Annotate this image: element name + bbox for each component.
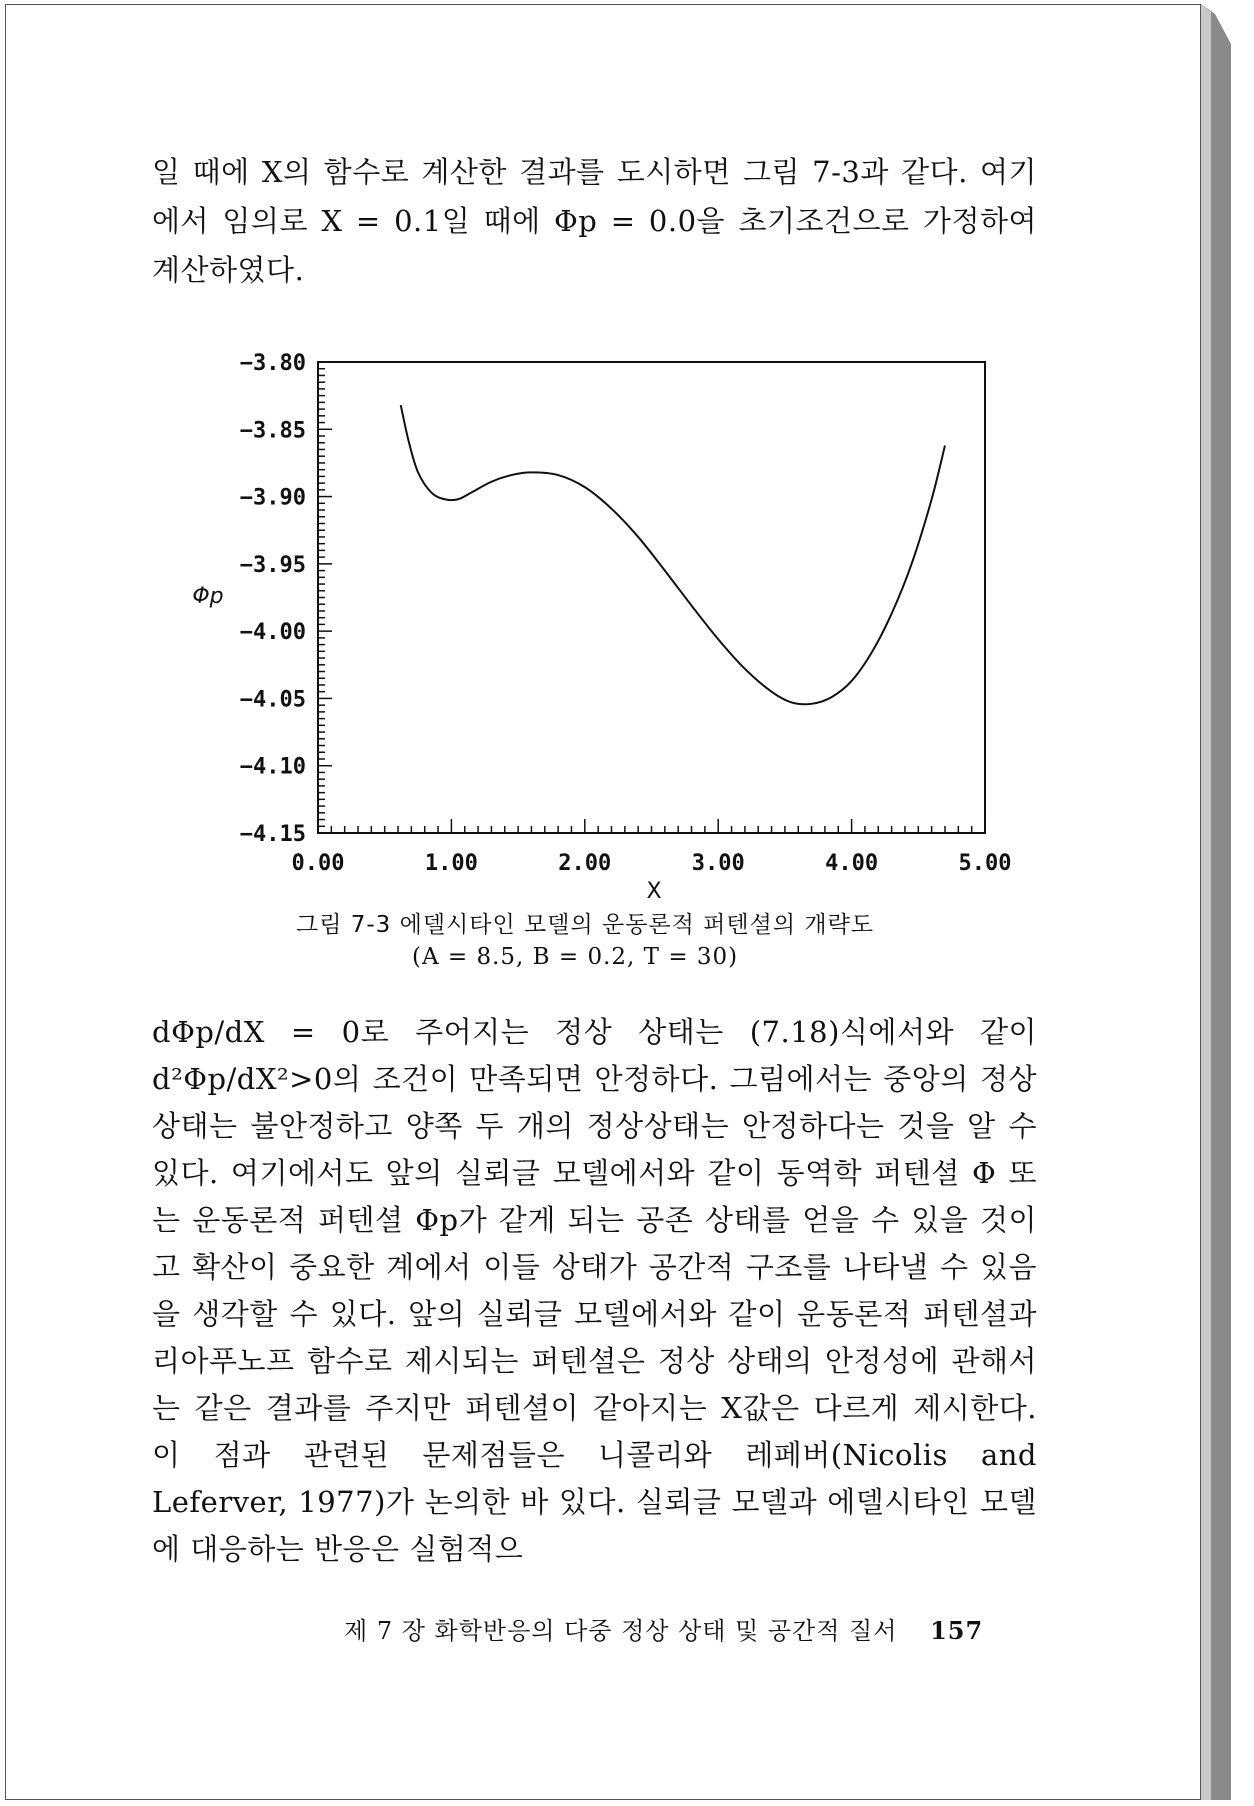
y-tick-labels <box>240 351 306 847</box>
y-tick-label: −4.15 <box>239 822 306 847</box>
plot-frame <box>318 362 985 833</box>
x-tick-label: 3.00 <box>691 851 745 876</box>
figure-caption-title: 그림 7-3 에델시타인 모델의 운동론적 퍼텐셜의 개략도 <box>296 912 875 938</box>
x-tick-labels <box>292 851 1012 876</box>
y-tick-label: −4.00 <box>239 620 306 646</box>
running-title: 제 7 장 화학반응의 다중 정상 상태 및 공간적 질서 <box>344 1617 898 1645</box>
y-axis-title: Φp <box>192 584 224 609</box>
x-tick-label: 5.00 <box>958 851 1012 876</box>
y-tick-label: −3.85 <box>239 418 306 444</box>
y-tick-label: −3.90 <box>239 485 306 511</box>
x-tick-label: 1.00 <box>424 851 478 876</box>
potential-curve <box>401 405 945 704</box>
body-paragraph-1: 일 때에 X의 함수로 계산한 결과를 도시하면 그림 7-3과 같다. 여기에서 임의로 X = 0.1일 때에 Φp = 0.0을 초기조건으로 가정하여 계산하였다. <box>152 155 1037 287</box>
body-paragraph-2: dΦp/dX = 0로 주어지는 정상 상태는 (7.18)식에서와 같이 d²Φp/dX²>0의 조건이 만족되면 안정하다. 그림에서는 중앙의 정상 상태는 불안정하고 양쪽 두 개의 정상상태는 안정하다는 것을 알 수 있다. 여기에서도 앞의 실뢰글 모델에서와 같이 동역학 퍼텐셜 Φ 또는 운동론적 퍼텐셜 Φp가 같게 되는 공존 상태를 얻을 수 있을 것이고 확산이 중요한 계에서 이들 상태가 공간적 구조를 나타낼 수 있음을 생각할 수 있다. 앞의 실뢰글 모델에서와 같이 운동론적 퍼텐셜과 리아푸노프 함수로 제시되는 퍼텐셜은 정상 상태의 안정성에 관해서는 같은 결과를 주지만 퍼텐셜이 같아지는 X값은 다르게 제시한다. 이 점과 관련된 문제점들은 니콜리와 레페버(Nicolis and Leferver, 1977)가 논의한 바 있다. 실뢰글 모델과 에델시타인 모델에 대응하는 반응은 실험적으 <box>152 1015 1037 1566</box>
axis-ticks <box>318 362 985 833</box>
x-tick-label: 2.00 <box>558 851 612 876</box>
y-tick-label: −4.05 <box>239 687 306 713</box>
x-axis-title: X <box>646 879 662 904</box>
y-tick-label: −3.80 <box>239 351 306 376</box>
page-number: 157 <box>930 1616 984 1645</box>
y-tick-label: −3.95 <box>239 552 306 578</box>
x-tick-label: 0.00 <box>291 851 345 876</box>
page-footer <box>344 1611 983 1646</box>
plot-border <box>318 362 985 833</box>
y-tick-label: −4.10 <box>239 754 306 780</box>
figure-caption-parameters: (A = 8.5, B = 0.2, T = 30) <box>412 944 739 970</box>
x-tick-label: 4.00 <box>825 851 879 876</box>
